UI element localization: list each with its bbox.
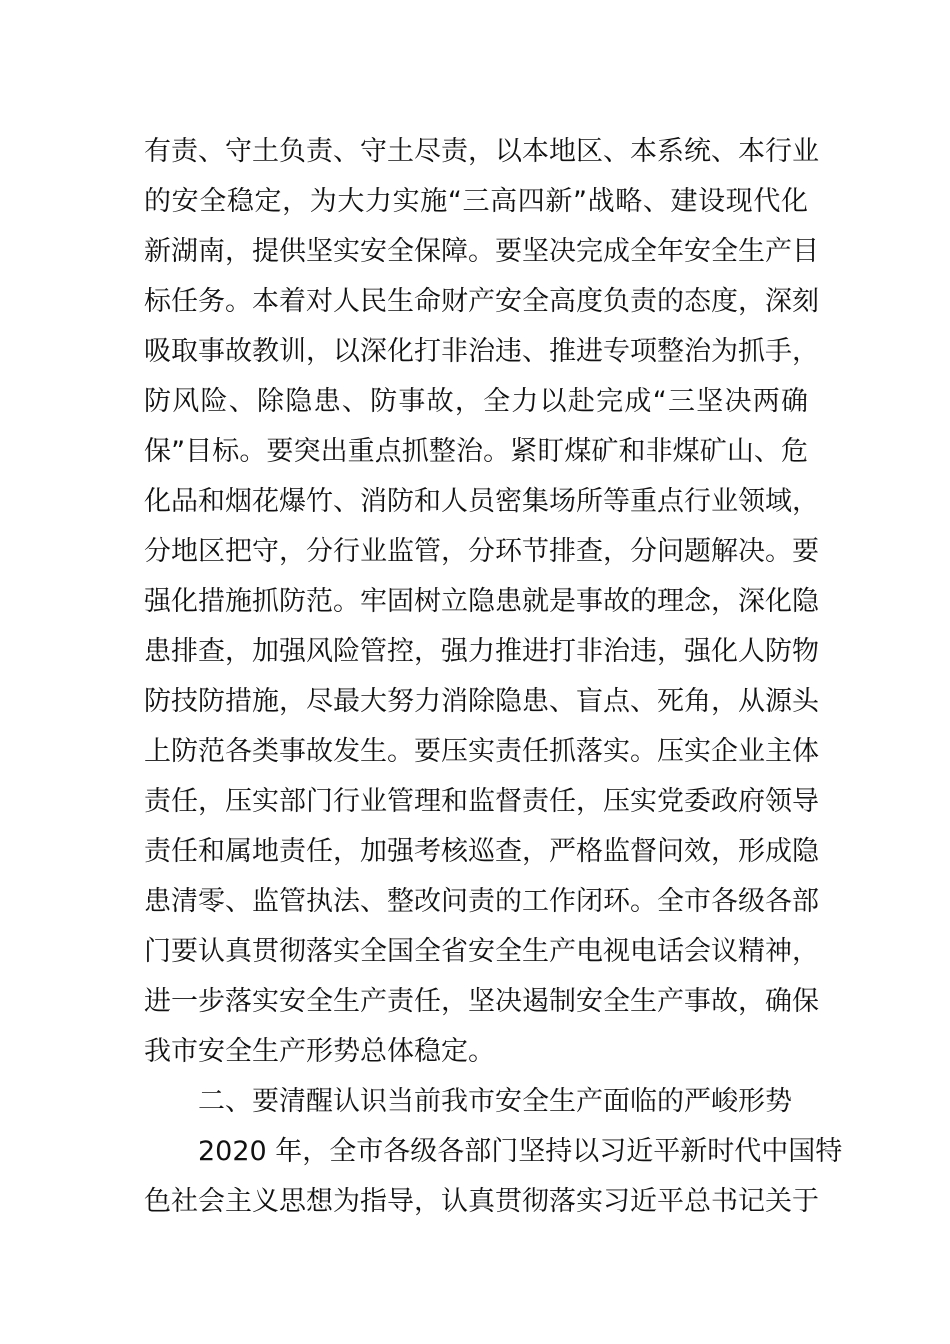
text-line: 吸取事故教训，以深化打非治违、推进专项整治为抓手， [144, 336, 819, 367]
paragraph-2 [144, 1127, 843, 1227]
document-body [144, 127, 843, 1227]
text-line: 标任务。本着对人民生命财产安全高度负责的态度，深刻 [144, 286, 819, 317]
text-line: 进一步落实安全生产责任，坚决遏制安全生产事故，确保 [144, 986, 819, 1017]
text-line: 责任，压实部门行业管理和监督责任，压实党委政府领导 [144, 786, 819, 817]
text-line: 我市安全生产形势总体稳定。 [144, 1036, 495, 1067]
text-line: 防技防措施，尽最大努力消除隐患、盲点、死角，从源头 [144, 686, 819, 717]
text-line: 2020 年，全市各级各部门坚持以习近平新时代中国特 [198, 1136, 843, 1167]
text-line: 化品和烟花爆竹、消防和人员密集场所等重点行业领域， [144, 486, 819, 517]
text-line: 防风险、除隐患、防事故，全力以赴完成“三坚决两确 [144, 386, 808, 417]
text-line: 的安全稳定，为大力实施“三高四新”战略、建设现代化 [144, 186, 808, 217]
text-line: 门要认真贯彻落实全国全省安全生产电视电话会议精神， [144, 936, 819, 967]
text-line: 新湖南，提供坚实安全保障。要坚决完成全年安全生产目 [144, 236, 819, 267]
text-line: 患排查，加强风险管控，强力推进打非治违，强化人防物 [144, 636, 819, 667]
text-line: 分地区把守，分行业监管，分环节排查，分问题解决。要 [144, 536, 819, 567]
text-line: 色社会主义思想为指导，认真贯彻落实习近平总书记关于 [144, 1186, 819, 1217]
paragraph-1 [144, 127, 819, 1077]
text-line: 有责、守土负责、守土尽责，以本地区、本系统、本行业 [144, 136, 819, 167]
text-line: 患清零、监管执法、整改问责的工作闭环。全市各级各部 [144, 886, 819, 917]
text-line: 保”目标。要突出重点抓整治。紧盯煤矿和非煤矿山、危 [144, 436, 808, 467]
text-line: 责任和属地责任，加强考核巡查，严格监督问效，形成隐 [144, 836, 819, 867]
section-heading: 二、要清醒认识当前我市安全生产面临的严峻形势 [198, 1086, 792, 1117]
text-line: 上防范各类事故发生。要压实责任抓落实。压实企业主体 [144, 736, 819, 767]
text-line: 强化措施抓防范。牢固树立隐患就是事故的理念，深化隐 [144, 586, 819, 617]
